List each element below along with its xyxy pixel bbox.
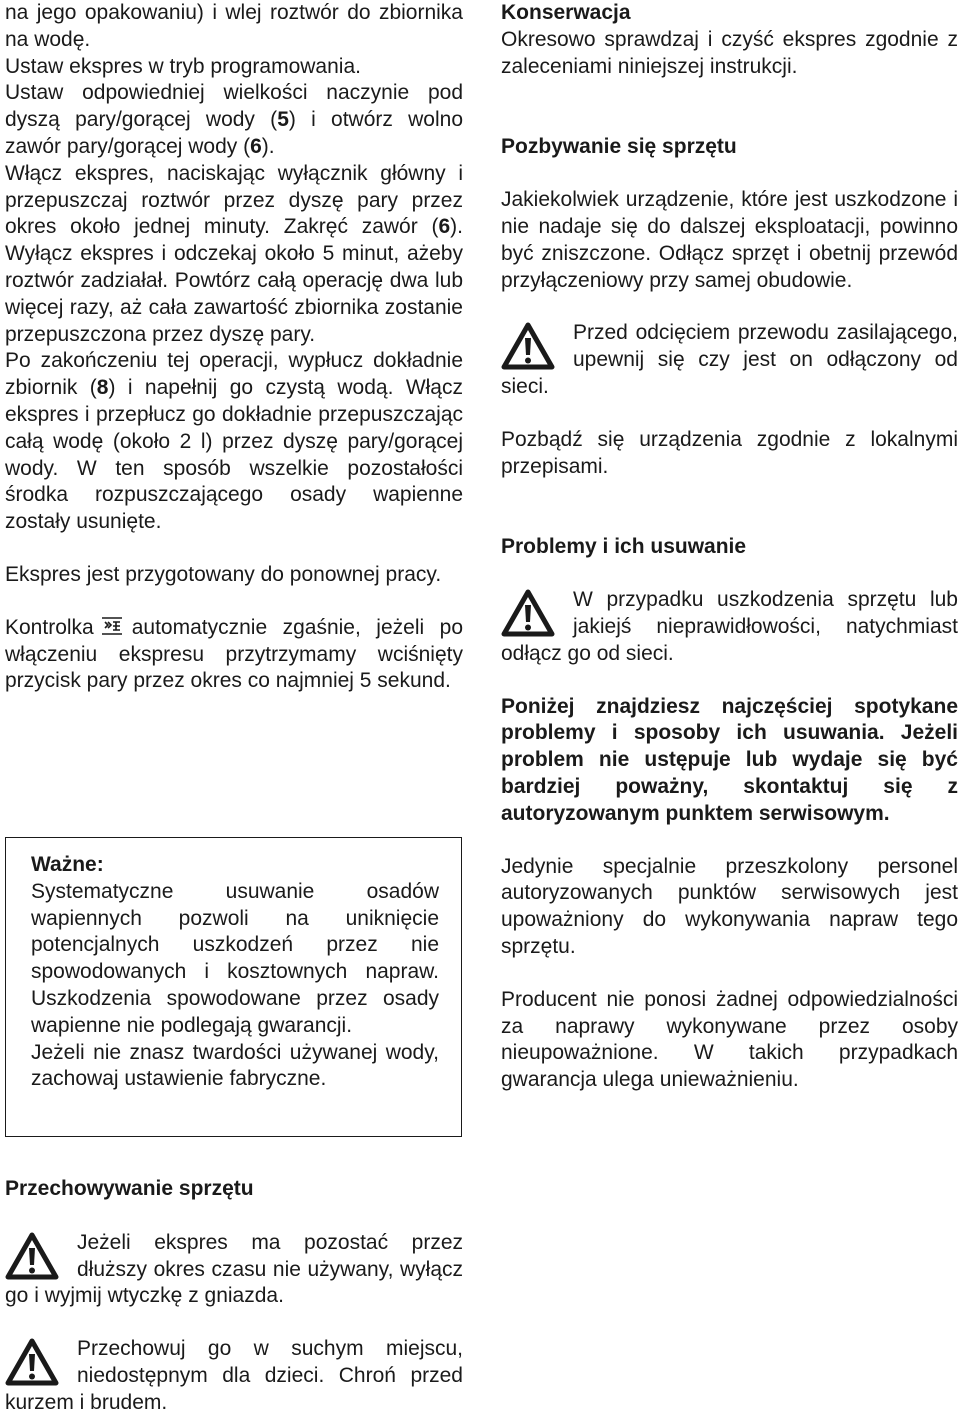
warning-triangle-icon <box>5 1232 59 1280</box>
warning-triangle-icon <box>501 589 555 637</box>
paragraph-rinse: Po zakończeniu tej operacji, wypłucz dokładnie zbiornik (8) i napełnij go czystą wodą. Włącz ekspres i przepłucz go dokładnie przepuszczając całą wodę (około 2 l) przez dyszę pary/gorącej wody. W ten sposób wszelkie pozostałości środka rozpuszczającego osady wapienne zostały usunięte. <box>5 349 463 534</box>
warning-triangle-icon <box>5 1338 59 1386</box>
descale-lamp-icon <box>100 616 124 636</box>
storage-title: Przechowywanie sprzętu <box>5 1177 254 1200</box>
maintenance-text: Okresowo sprawdzaj i czyść ekspres zgodnie z zaleceniami niniejszej instrukcji. <box>501 27 958 78</box>
problems-service-staff: Jedynie specjalnie przeszkolony personel autoryzowanych punktów serwisowych jest upoważniony do wykonywania napraw tego sprzętu. <box>501 854 958 958</box>
problems-title: Problemy i ich usuwanie <box>501 535 747 559</box>
important-notice-box <box>5 837 462 1137</box>
important-title: Ważne: <box>31 853 104 876</box>
paragraph-ready: Ekspres jest przygotowany do ponownej pracy. <box>5 562 442 586</box>
paragraph-container: Ustaw odpowiedniej wielkości naczynie pod dyszą pary/gorącej wody (5) i otwórz wolno zawór pary/gorącej wody (6). <box>5 81 463 158</box>
storage-warning-1: Jeżeli ekspres ma pozostać przez dłuższy okres czasu nie używany, wyłącz go i wyjmij wtyczkę z gniazda. <box>5 1230 463 1308</box>
paragraph-programming-mode: Ustaw ekspres w tryb programowania. <box>5 54 361 78</box>
right-column <box>501 0 958 1094</box>
warning-triangle-icon <box>501 322 555 370</box>
paragraph-switch-on: Włącz ekspres, naciskając wyłącznik główny i przepuszczaj roztwór przez dyszę pary przez okres około jednej minuty. Zakręć zawór (6). Wyłącz ekspres i odczekaj około 5 minut, ażeby roztwór zadziałał. Powtórz całą operację dwa lub więcej razy, aż cała zawartość zbiornika zostanie przepuszczona przez dyszę pary. <box>5 161 463 346</box>
disposal-text: Jakiekolwiek urządzenie, które jest uszkodzone i nie nadaje się do dalszej eksploatacji, powinno być zniszczone. Odłącz sprzęt i obetnij przewód przyłączeniowy przy samej obudowie. <box>501 188 958 292</box>
important-water-hardness: Jeżeli nie znasz twardości używanej wody, zachowaj ustawienie fabryczne. <box>31 1040 439 1091</box>
disposal-local-rules: Pozbądź się urządzenia zgodnie z lokalnymi przepisami. <box>501 427 958 478</box>
important-text: Systematyczne usuwanie osadów wapiennych pozwoli na uniknięcie potencjalnych uszkodzeń przez nie spowodowanych i kosztownych napraw. Uszkodzenia spowodowane przez osady wapienne nie podlegają gwarancji. <box>31 879 439 1037</box>
maintenance-title: Konserwacja <box>501 1 631 24</box>
problems-liability: Producent nie ponosi żadnej odpowiedzialności za naprawy wykonywane przez osoby nieupoważnione. W takich przypadkach gwarancja ulega unieważnieniu. <box>501 987 958 1092</box>
storage-warning-2: Przechowuj go w suchym miejscu, niedostępnym dla dzieci. Chroń przed kurzem i brudem. <box>5 1337 463 1414</box>
storage-section <box>5 1176 463 1417</box>
paragraph-lamp: Kontrolka automatycznie zgaśnie, jeżeli po włączeniu ekspresu przytrzymamy wciśnięty przycisk pary przez okres co najmniej 5 sekund. <box>5 615 463 693</box>
left-column <box>5 0 463 695</box>
disposal-title: Pozbywanie się sprzętu <box>501 135 737 159</box>
disposal-warning: Przed odcięciem przewodu zasilającego, upewnij się czy jest on odłączony od sieci. <box>501 321 958 398</box>
problems-intro: Poniżej znajdziesz najczęściej spotykane problemy i sposoby ich usuwania. Jeżeli problem nie ustępuje lub wydaje się być bardziej poważny, skontaktuj się z autoryzowanym punktem serwisowym. <box>501 694 958 825</box>
paragraph-solution: na jego opakowaniu) i wlej roztwór do zbiornika na wodę. <box>5 1 463 51</box>
problems-warning: W przypadku uszkodzenia sprzętu lub jakiejś nieprawidłowości, natychmiast odłącz go od sieci. <box>501 588 958 665</box>
